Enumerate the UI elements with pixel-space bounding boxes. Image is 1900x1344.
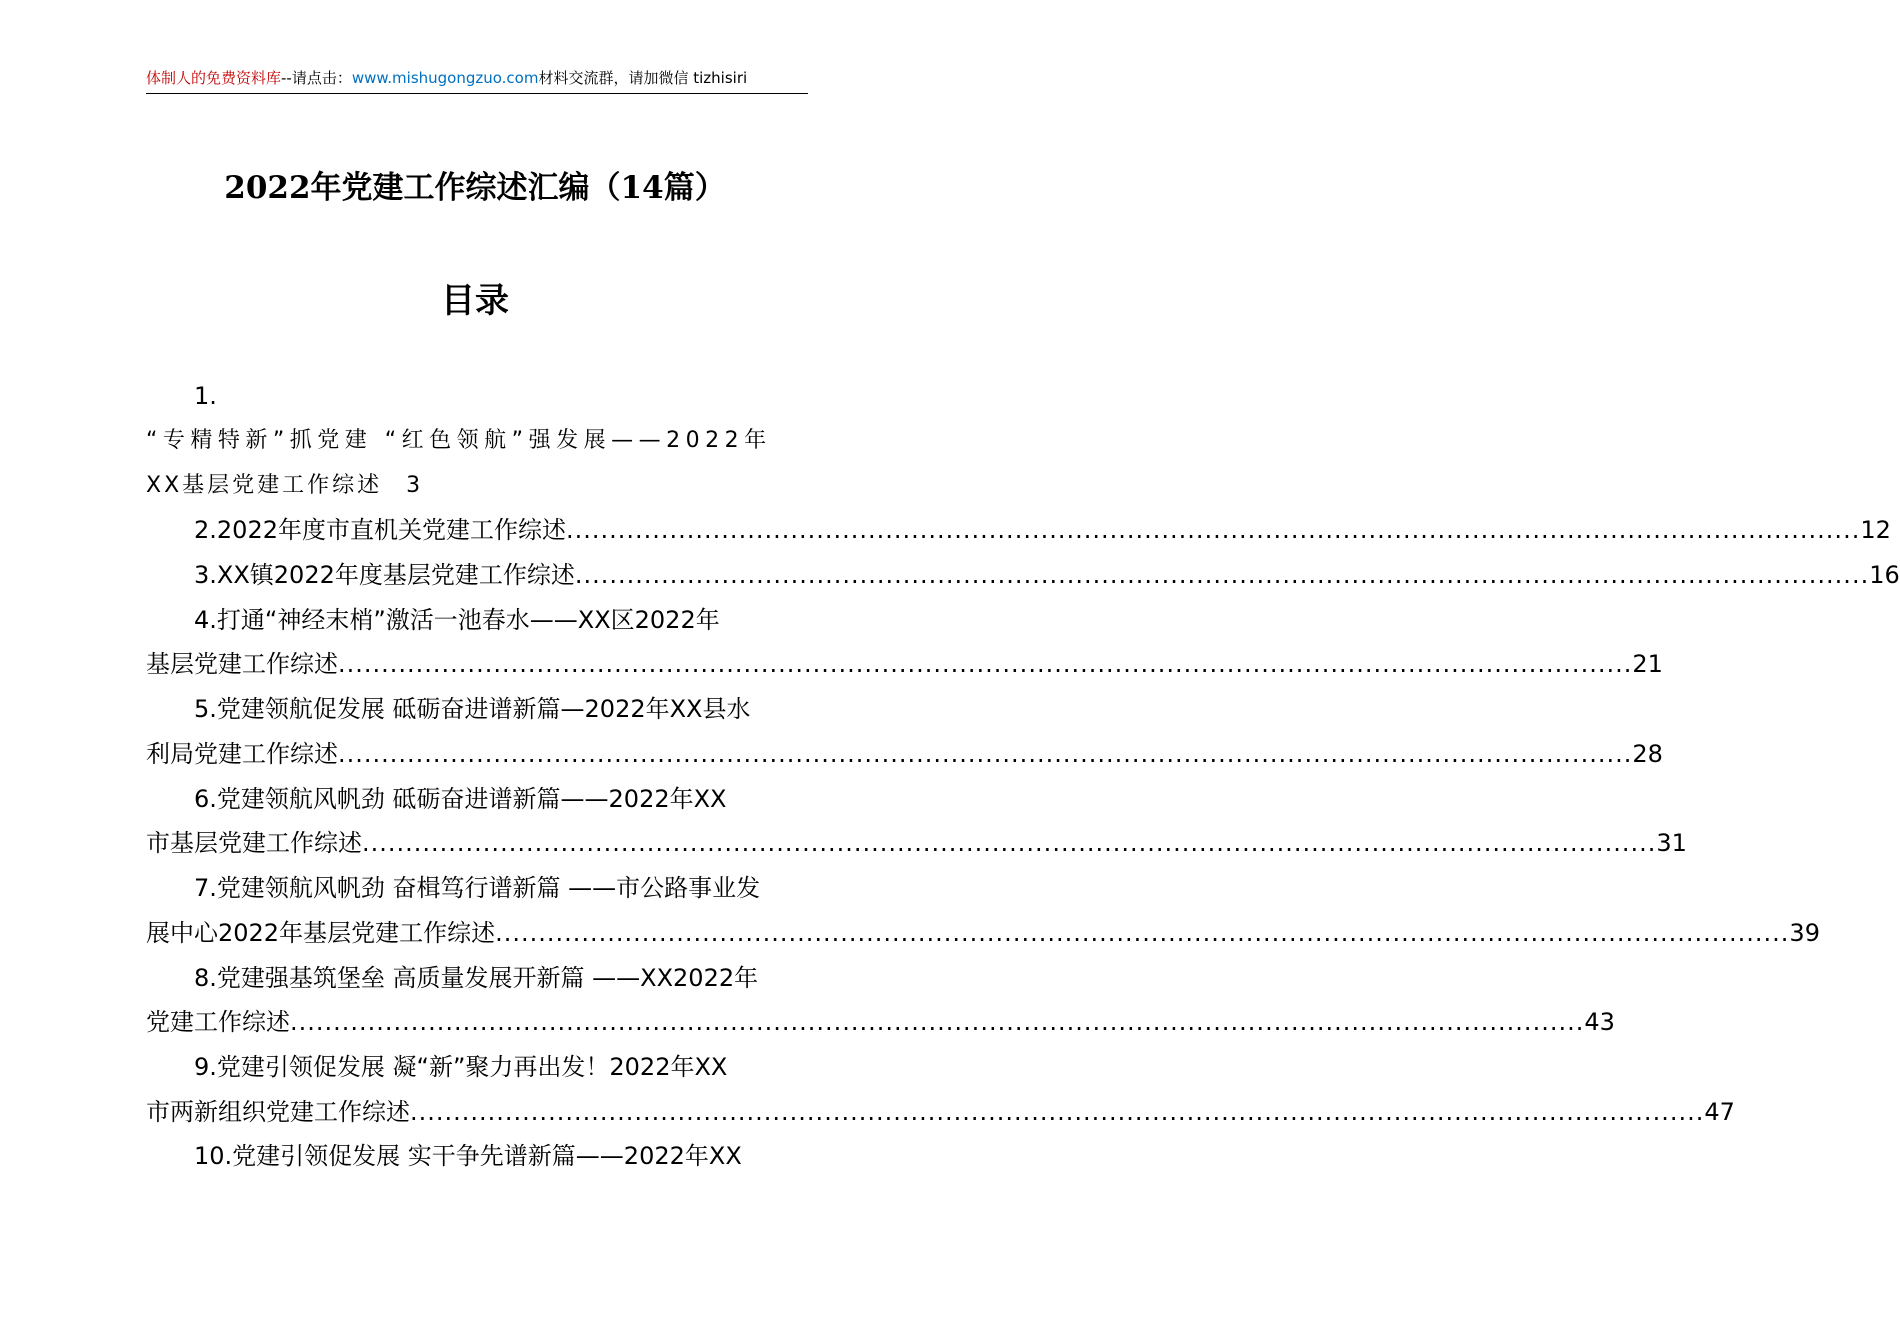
toc-entry-2[interactable]	[146, 508, 1891, 552]
page-header	[146, 66, 808, 90]
document-title: 2022年党建工作综述汇编（14篇）	[224, 170, 726, 206]
toc-entry-6-title-end: 市基层党建工作综述	[146, 829, 362, 857]
toc-entry-4-title[interactable]: 4.打通“神经末梢”激活一池春水——XX区2022年	[194, 606, 720, 634]
toc-entry-8-cont[interactable]	[146, 1000, 1615, 1044]
toc-entry-1-number[interactable]: 1.	[194, 382, 217, 410]
toc-leader: ......................................................................................................................................................	[574, 561, 1870, 589]
toc-entry-7-page: 39	[1789, 919, 1820, 947]
toc-entry-1-page: 3	[406, 473, 424, 498]
toc-entry-9-title[interactable]: 9.党建引领促发展 凝“新”聚力再出发！2022年XX	[194, 1053, 728, 1081]
site-link[interactable]: www.mishugongzuo.com	[351, 69, 539, 87]
toc-entry-7-title-end: 展中心2022年基层党建工作综述	[146, 919, 496, 947]
toc-entry-4-page: 21	[1632, 650, 1663, 678]
toc-entry-1-title-cont[interactable]	[146, 464, 808, 508]
header-rule	[146, 93, 808, 94]
toc-entry-5-title-end: 利局党建工作综述	[146, 740, 338, 768]
toc-entry-9-page: 47	[1704, 1098, 1735, 1126]
toc-entry-1-title[interactable]: “专精特新”抓党建 “红色领航”强发展——2022年	[146, 428, 772, 453]
toc-entry-9-cont[interactable]	[146, 1090, 1735, 1134]
site-name: 体制人的免费资料库	[146, 69, 282, 87]
toc-entry-1-title-end: XX基层党建工作综述	[146, 473, 383, 498]
toc-entry-5-page: 28	[1632, 740, 1663, 768]
toc-entry-7-title[interactable]: 7.党建领航风帆劲 奋楫笃行谱新篇 ——市公路事业发	[194, 874, 761, 902]
toc-entry-10-title[interactable]: 10.党建引领促发展 实干争先谱新篇——2022年XX	[194, 1142, 742, 1170]
toc-leader: ......................................................................................................................................................	[362, 829, 1657, 857]
toc-entry-6-cont[interactable]	[146, 821, 1687, 865]
toc-leader: ......................................................................................................................................................	[338, 650, 1633, 678]
toc-entry-6-title[interactable]: 6.党建领航风帆劲 砥砺奋进谱新篇——2022年XX	[194, 785, 727, 813]
toc-leader: ......................................................................................................................................................	[410, 1098, 1705, 1126]
toc-heading: 目录	[441, 281, 509, 321]
toc-entry-2-title: 2.2022年度市直机关党建工作综述	[194, 516, 566, 544]
toc-entry-9-title-end: 市两新组织党建工作综述	[146, 1098, 410, 1126]
toc-entry-5-title[interactable]: 5.党建领航促发展 砥砺奋进谱新篇—2022年XX县水	[194, 695, 751, 723]
click-prompt: --请点击：	[281, 69, 352, 87]
toc-entry-4-cont[interactable]	[146, 642, 1663, 686]
toc-entry-3[interactable]	[146, 553, 1900, 597]
contact-note: 材料交流群，请加微信 tizhisiri	[538, 69, 748, 87]
toc-entry-8-page: 43	[1584, 1008, 1615, 1036]
toc-entry-4-title-end: 基层党建工作综述	[146, 650, 338, 678]
toc-leader: ......................................................................................................................................................	[495, 919, 1790, 947]
toc-leader: ......................................................................................................................................................	[290, 1008, 1585, 1036]
toc-entry-2-page: 12	[1860, 516, 1891, 544]
toc-entry-3-title: 3.XX镇2022年度基层党建工作综述	[194, 561, 575, 589]
toc-entry-8-title[interactable]: 8.党建强基筑堡垒 高质量发展开新篇 ——XX2022年	[194, 964, 759, 992]
toc-entry-6-page: 31	[1656, 829, 1687, 857]
toc-leader: ......................................................................................................................................................	[338, 740, 1633, 768]
toc-entry-7-cont[interactable]	[146, 911, 1820, 955]
toc-entry-5-cont[interactable]	[146, 732, 1663, 776]
toc-entry-3-page: 16	[1869, 561, 1900, 589]
toc-entry-8-title-end: 党建工作综述	[146, 1008, 290, 1036]
toc-leader: ......................................................................................................................................................	[565, 516, 1861, 544]
